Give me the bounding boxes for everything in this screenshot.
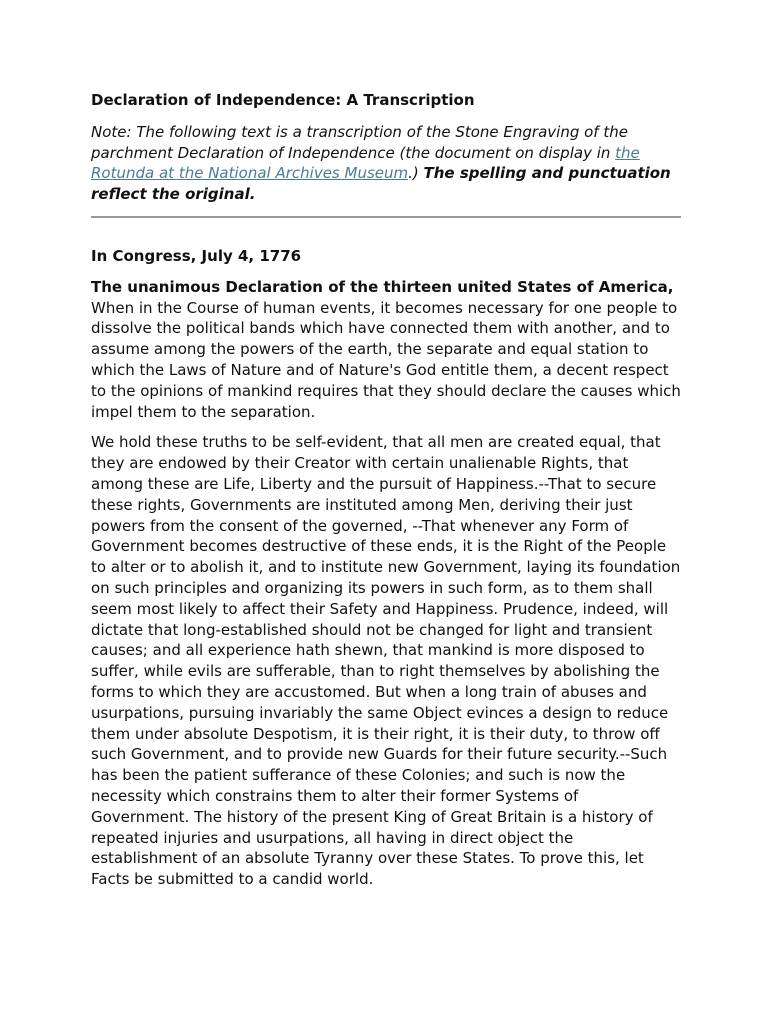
note-lead-text: Note: The following text is a transcription of the Stone Engraving of the parchment Declaration of Independence (the document on display in <box>91 122 628 162</box>
transcription-note <box>91 122 681 205</box>
unanimous-heading: The unanimous Declaration of the thirteen united States of America, <box>91 277 674 296</box>
document-title: Declaration of Independence: A Transcription <box>91 91 475 109</box>
rotunda-link[interactable]: the Rotunda at the National Archives Museum <box>91 143 640 183</box>
document-page <box>91 90 681 900</box>
paragraph-course-of-events: When in the Course of human events, it becomes necessary for one people to dissolve the political bands which have connected them with another, and to assume among the powers of the earth, the separate and equal station to which the Laws of Nature and of Nature's God entitle them, a decent respect to the opinions of mankind requires that they should declare the causes which impel them to the separation. <box>91 298 681 421</box>
congress-heading: In Congress, July 4, 1776 <box>91 246 302 265</box>
note-after-link-text: .) <box>408 164 424 183</box>
paragraph-self-evident-truths: We hold these truths to be self-evident, that all men are created equal, that they are endowed by their Creator with certain unalienable Rights, that among these are Life, Liberty and the pursuit of Happiness.--That to secure these rights, Governments are instituted among Men, deriving their just powers from the consent of the governed, --That whenever any Form of Government becomes destructive of these ends, it is the Right of the People to alter or to abolish it, and to institute new Government, laying its foundation on such principles and organizing its powers in such form, as to them shall seem most likely to affect their Safety and Happiness. Prudence, indeed, will dictate that long-established should not be changed for light and transient causes; and all experience hath shewn, that mankind is more disposed to suffer, while evils are sufferable, than to right themselves by abolishing the forms to which they are accustomed. But when a long train of abuses and usurpations, pursuing invariably the same Object evinces a design to reduce them under absolute Despotism, it is their right, it is their duty, to throw off such Government, and to provide new Guards for their future security.--Such has been the patient sufferance of these Colonies; and such is now the necessity which constrains them to alter their former Systems of Government. The history of the present King of Great Britain is a history of repeated injuries and usurpations, all having in direct object the establishment of an absolute Tyranny over these States. To prove this, let Facts be submitted to a candid world. <box>91 433 681 889</box>
note-bold-text: The spelling and punctuation reflect the original. <box>91 164 671 204</box>
horizontal-rule <box>91 216 681 218</box>
